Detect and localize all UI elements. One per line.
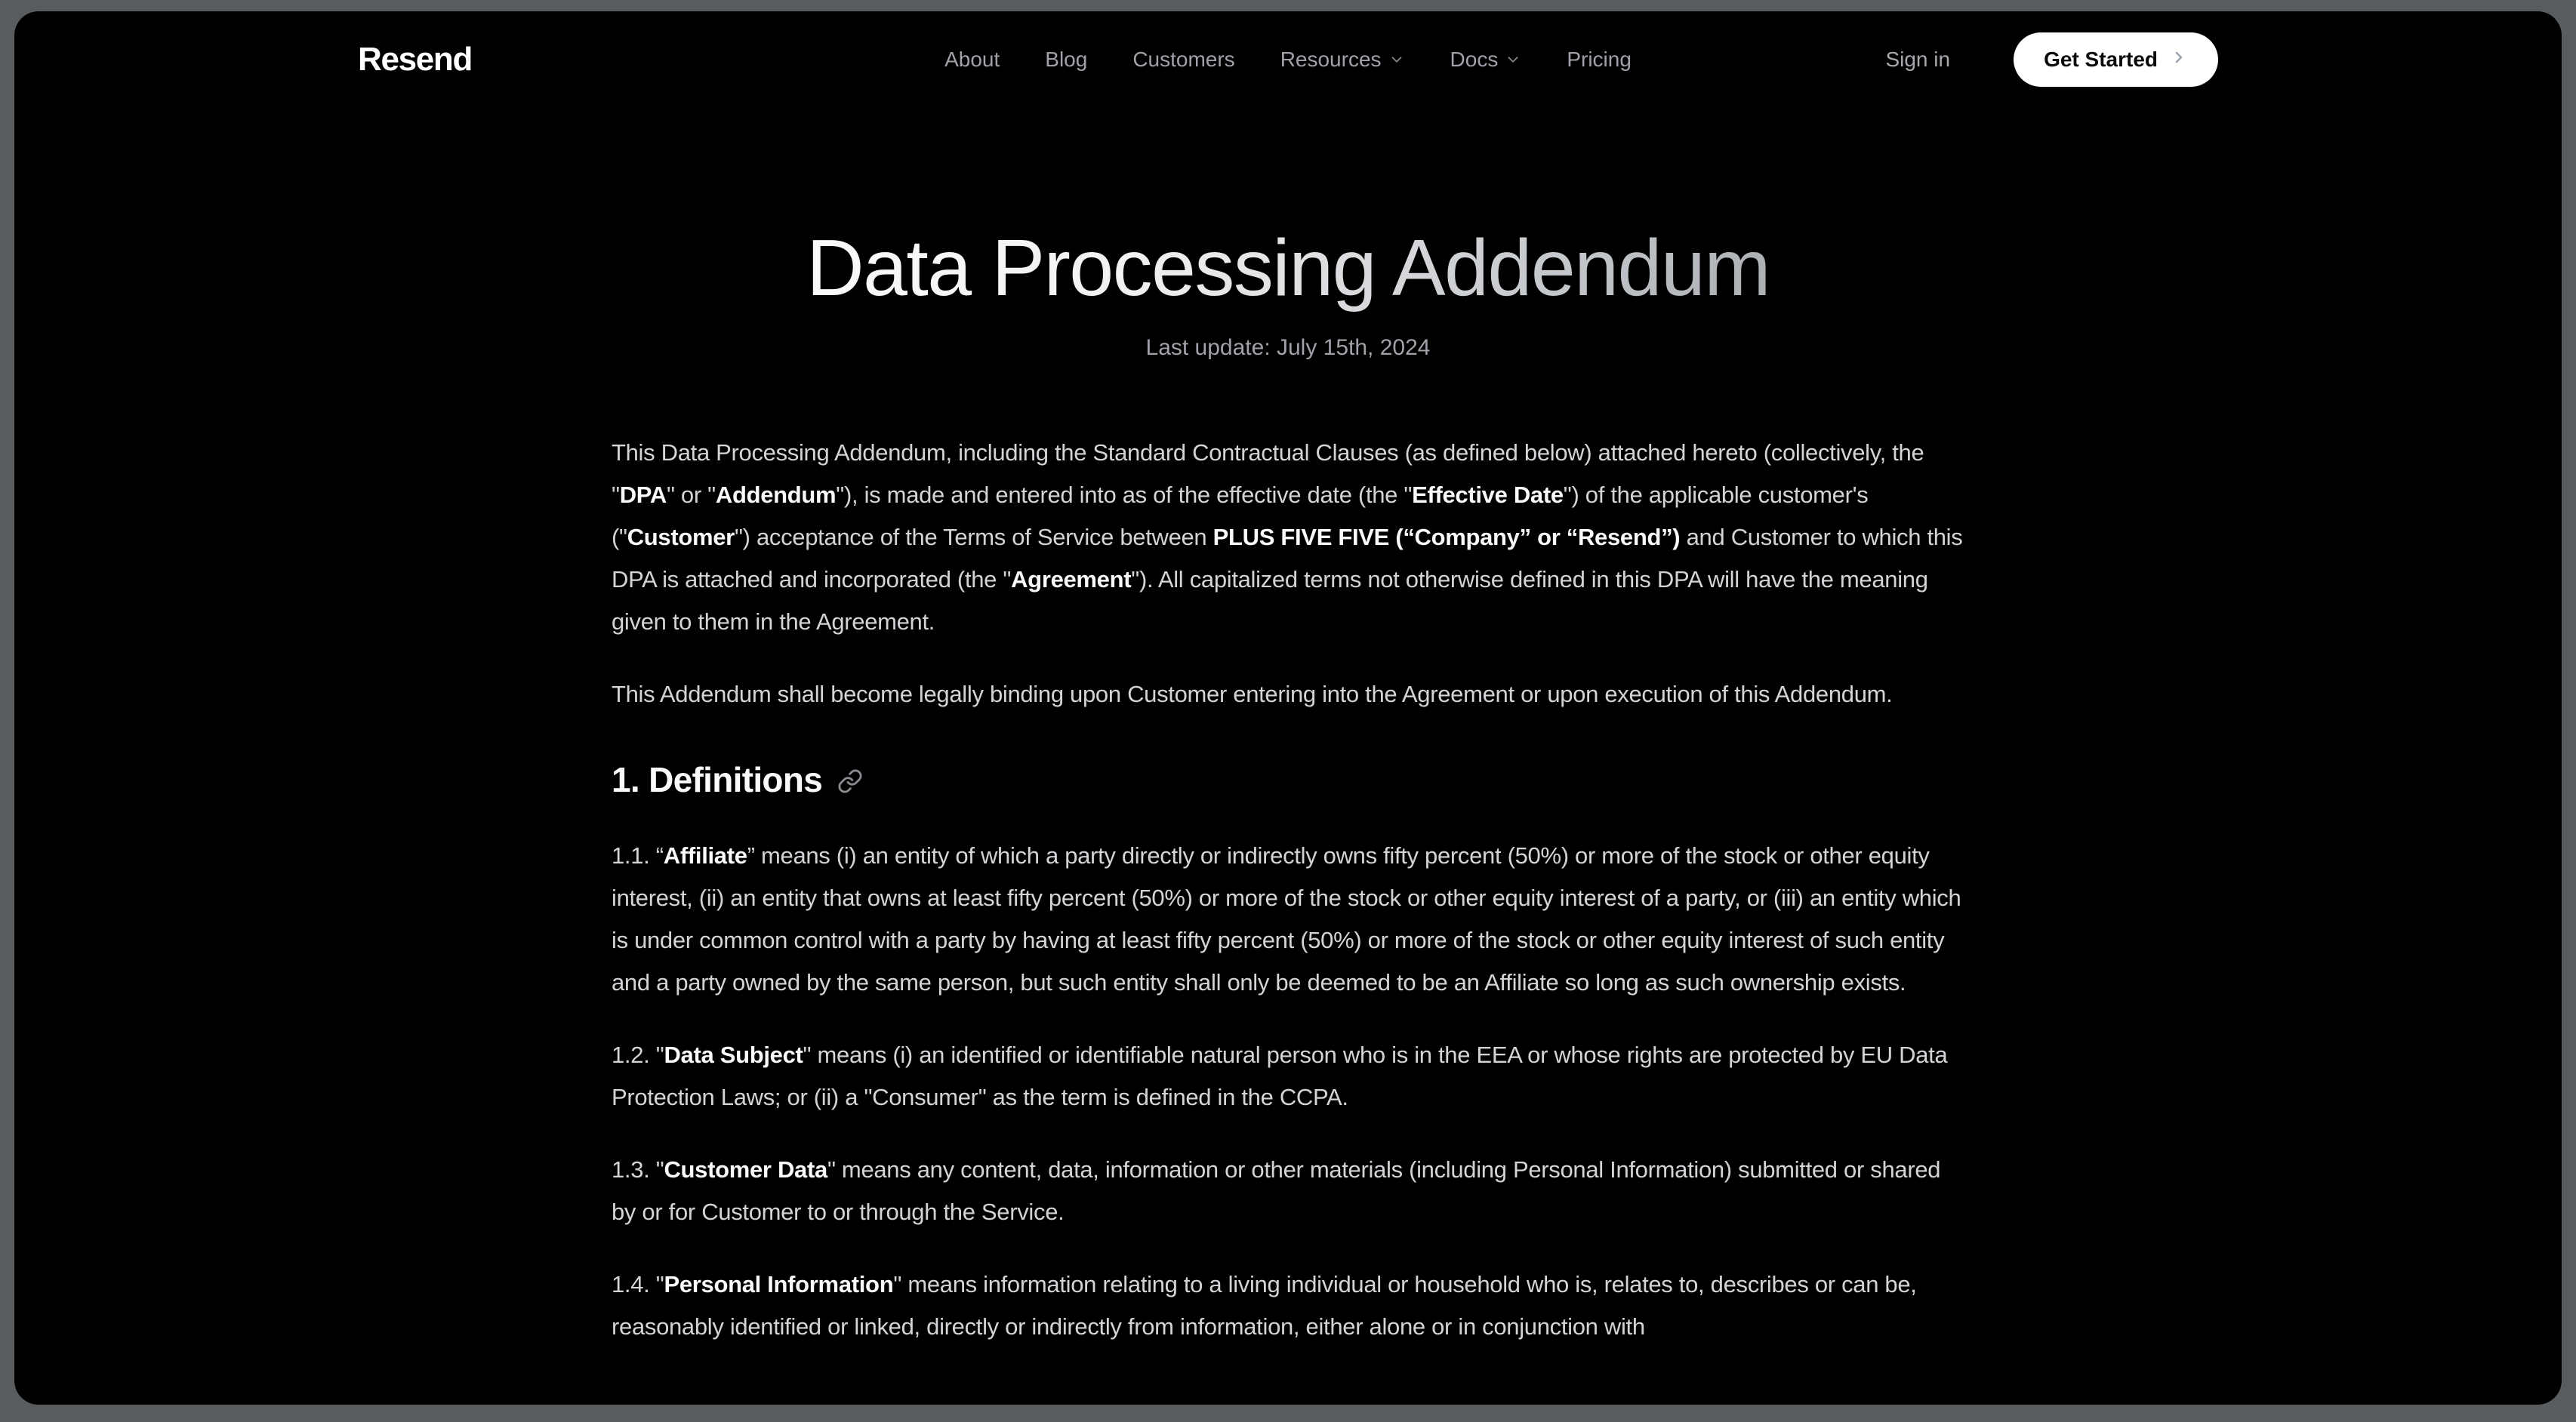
definition-item: 1.4. "Personal Information" means information relating to a living individual or household who is, relates to, describes or can be, reasonably identified or linked, directly or indirectly from information, either alone or in conjunction with — [612, 1271, 1917, 1340]
nav-link-blog[interactable] — [1045, 48, 1087, 72]
nav-link-label: Customers — [1132, 48, 1235, 71]
sign-in-link[interactable]: Sign in — [1885, 48, 1951, 71]
get-started-label: Get Started — [2044, 48, 2158, 71]
page-title: Data Processing Addendum — [612, 223, 1964, 314]
site-header — [358, 11, 2218, 88]
header-right — [1632, 32, 2218, 87]
nav-link-label: About — [944, 48, 1000, 71]
intro-paragraph: This Data Processing Addendum, including the Standard Contractual Clauses (as defined below) attached hereto (collectively, the "DPA" or "Addendum"), is made and entered into as of the effective date (the "Effective Date") of the applicable customer's ("Customer") acceptance of the Terms of Service between PLUS FIVE FIVE (“Company” or “Resend”) and Customer to which this DPA is attached and incorporated (the "Agreement"). All capitalized terms not otherwise defined in this DPA will have the meaning given to them in the Agreement. — [612, 439, 1963, 635]
nav-link-label: Blog — [1045, 48, 1088, 71]
definition-item: 1.2. "Data Subject" means (i) an identified or identifiable natural person who is in the EEA or whose rights are protected by EU Data Protection Laws; or (ii) a "Consumer" as the term is defined in the CCPA. — [612, 1042, 1948, 1110]
chevron-down-icon — [1388, 51, 1405, 68]
nav-link-docs[interactable] — [1450, 48, 1522, 72]
get-started-button[interactable] — [2014, 32, 2218, 87]
intro-paragraph: This Addendum shall become legally binding upon Customer entering into the Agreement or upon execution of this Addendum. — [612, 681, 1893, 707]
resend-logo[interactable]: Resend — [358, 41, 473, 78]
nav-link-label: Pricing — [1567, 48, 1632, 71]
definition-item: 1.3. "Customer Data" means any content, data, information or other materials (including Personal Information) submitted or shared by or for Customer to or through the Service. — [612, 1156, 1941, 1225]
chevron-right-icon — [2170, 48, 2188, 72]
section-heading-definitions — [612, 759, 1964, 800]
document-body — [612, 432, 1964, 1348]
definition-item: 1.1. “Affiliate” means (i) an entity of which a party directly or indirectly owns fifty percent (50%) or more of the stock or other equity interest, (ii) an entity that owns at least fifty percent (50%) or more of the stock or other equity interest of a party, or (iii) an entity which is under common control with a party by having at least fifty percent (50%) or more of the stock or other equity interest of such entity and a party owned by the same person, but such entity shall only be deemed to be an Affiliate so long as such ownership exists. — [612, 842, 1961, 996]
section-heading-label: 1. Definitions — [612, 760, 823, 799]
link-icon[interactable] — [837, 768, 863, 794]
nav-link-pricing[interactable] — [1567, 48, 1632, 72]
nav-link-resources[interactable] — [1280, 48, 1405, 72]
main-nav — [944, 48, 1632, 72]
nav-link-label: Docs — [1450, 48, 1499, 71]
nav-link-label: Resources — [1280, 48, 1382, 71]
chevron-down-icon — [1505, 51, 1521, 68]
document-content — [612, 88, 1964, 1348]
nav-link-customers[interactable] — [1132, 48, 1234, 72]
page-background — [14, 11, 2562, 1405]
last-update-text: Last update: July 15th, 2024 — [1145, 335, 1431, 360]
header-left — [358, 41, 944, 78]
nav-link-about[interactable] — [944, 48, 1000, 72]
